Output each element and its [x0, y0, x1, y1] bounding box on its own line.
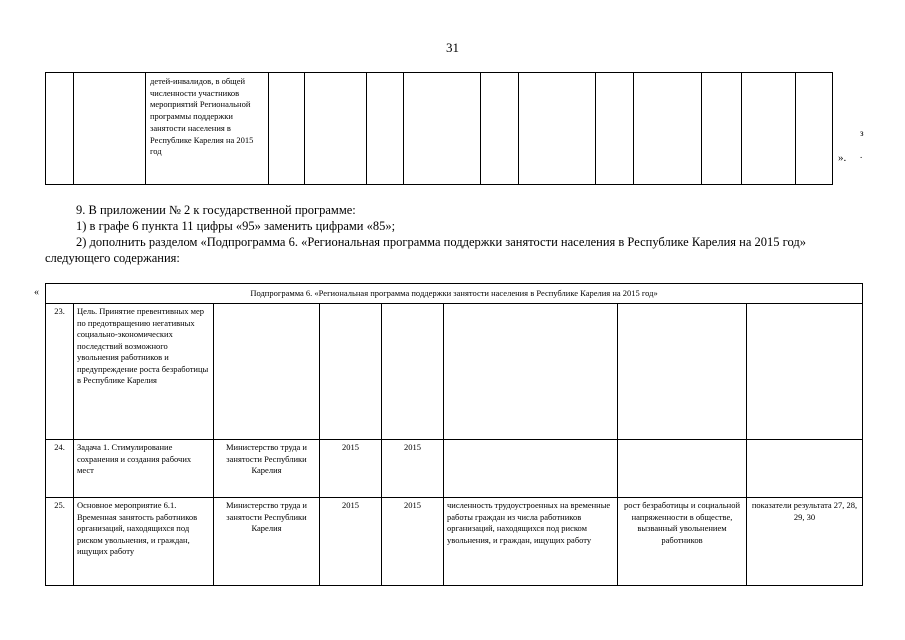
row-start-year — [320, 304, 382, 440]
row-name: Основное мероприятие 6.1. Временная занятость работников организаций, находящихся под риском увольнения, и граждан, ищущих работу — [74, 498, 214, 586]
row-number: 24. — [46, 440, 74, 498]
empty-cell — [481, 73, 519, 185]
row-end-year: 2015 — [382, 498, 444, 586]
empty-cell — [367, 73, 404, 185]
empty-cell — [46, 73, 74, 185]
row-consequences: рост безработицы и социальной напряженности в обществе, вызванный увольнением работников — [618, 498, 747, 586]
row-number: 23. — [46, 304, 74, 440]
row-consequences — [618, 440, 747, 498]
row-link: показатели результата 27, 28, 29, 30 — [747, 498, 863, 586]
empty-cell — [269, 73, 305, 185]
row-consequences — [618, 304, 747, 440]
empty-cell — [702, 73, 742, 185]
empty-cell — [74, 73, 146, 185]
closing-quote-mark: ». — [838, 152, 847, 164]
empty-cell — [305, 73, 367, 185]
row-result — [444, 440, 618, 498]
subprogram-table — [45, 283, 863, 586]
row-result — [444, 304, 618, 440]
page-number: 31 — [446, 40, 459, 55]
row-start-year: 2015 — [320, 440, 382, 498]
edge-mark: з — [860, 128, 864, 138]
empty-cell — [404, 73, 481, 185]
paragraph-9: 9. В приложении № 2 к государственной программе: — [76, 203, 356, 217]
subprogram-header: Подпрограмма 6. «Региональная программа поддержки занятости населения в Республике Карелия на 2015 год» — [46, 284, 863, 304]
row-name: Задача 1. Стимулирование сохранения и создания рабочих мест — [74, 440, 214, 498]
row-result: численность трудоустроенных на временные работы граждан из числа работников организаций, находящихся под риском увольнения, и граждан, ищущих работу — [444, 498, 618, 586]
row-executor: Министерство труда и занятости Республики Карелия — [214, 498, 320, 586]
empty-cell — [596, 73, 634, 185]
row-link — [747, 440, 863, 498]
row-executor: Министерство труда и занятости Республики Карелия — [214, 440, 320, 498]
row-number: 25. — [46, 498, 74, 586]
table-row — [46, 498, 863, 586]
row-name: Цель. Принятие превентивных мер по предотвращению негативных социально-экономических последствий возможного увольнения работников и предупреждение роста безработицы в Республике Карелия — [74, 304, 214, 440]
indicator-cell: детей-инвалидов, в общей численности участников мероприятий Региональной программы поддержки занятости населения в Республике Карелия на 2015 год — [146, 73, 269, 185]
row-end-year: 2015 — [382, 440, 444, 498]
row-start-year: 2015 — [320, 498, 382, 586]
empty-cell — [742, 73, 796, 185]
empty-cell — [796, 73, 833, 185]
paragraph-item-2: 2) дополнить разделом «Подпрограмма 6. «Региональная программа поддержки занятости населения в Республике Карелия на 2015 год» следующего содержания: — [45, 235, 806, 265]
empty-cell — [634, 73, 702, 185]
row-executor — [214, 304, 320, 440]
paragraph-item-1: 1) в графе 6 пункта 11 цифры «95» заменить цифрами «85»; — [76, 219, 396, 233]
table-row — [46, 304, 863, 440]
table-row — [46, 440, 863, 498]
row-link — [747, 304, 863, 440]
row-end-year — [382, 304, 444, 440]
empty-cell — [519, 73, 596, 185]
edge-mark: . — [860, 150, 863, 160]
opening-quote-mark: « — [34, 287, 39, 298]
continuation-table — [45, 72, 833, 185]
